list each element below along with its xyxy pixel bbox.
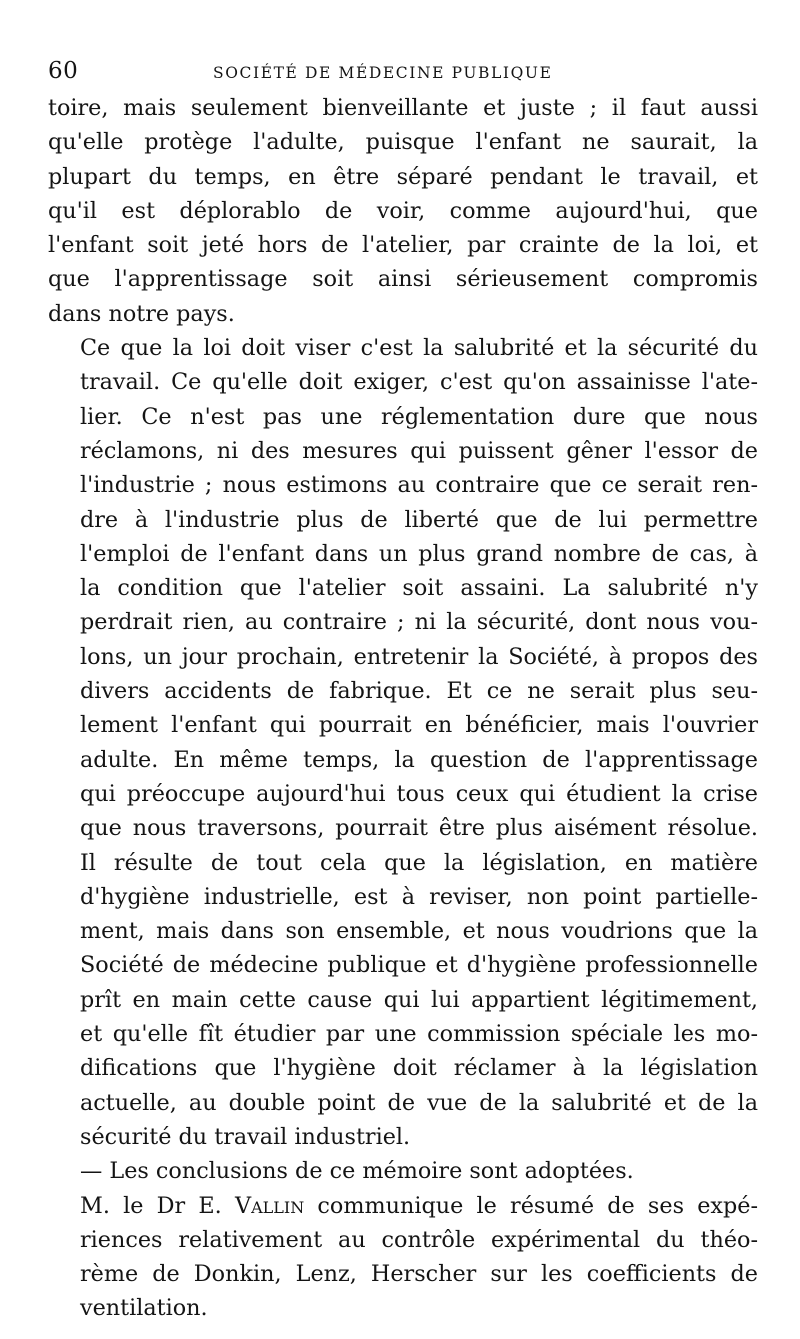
text-line: [48, 1189, 758, 1223]
text-line: la condition que l'atelier soit assaini. La salubrité n'y: [80, 575, 758, 602]
text-line: ment, mais dans son ensemble, et nous voudrions que la: [80, 918, 758, 945]
text-line: l'industrie ; nous estimons au contraire que ce serait ren-: [80, 472, 758, 499]
text-line: lier. Ce n'est pas une réglementation dure que nous: [80, 403, 758, 430]
text-line: qu'elle protège l'adulte, puisque l'enfant ne saurait, la: [48, 129, 758, 156]
conclusion-note: [48, 1154, 758, 1188]
text-line: travail. Ce qu'elle doit exiger, c'est qu'on assainisse l'ate-: [80, 369, 758, 396]
paragraph-3: [48, 846, 758, 1155]
paragraph-2: [48, 331, 758, 845]
text-line: réclamons, ni des mesures qui puissent gêner l'essor de: [80, 437, 758, 464]
text-line: ventilation.: [80, 1295, 208, 1322]
paragraph-1: [48, 91, 758, 331]
text-line: riences relativement au contrôle expérimental du théo-: [80, 1226, 758, 1253]
text-line: sécurité du travail industriel.: [80, 1123, 411, 1150]
body-text: [48, 91, 758, 1326]
text-line: difications que l'hygiène doit réclamer à la législation: [80, 1055, 758, 1082]
text-line: lons, un jour prochain, entretenir la Société, à propos des: [80, 643, 758, 670]
running-head: [48, 58, 758, 88]
text-line: que nous traversons, pourrait être plus aisément résolue.: [80, 815, 758, 842]
text-line: l'emploi de l'enfant dans un plus grand nombre de cas, à: [80, 540, 758, 567]
text-line: qui préoccupe aujourd'hui tous ceux qui étudient la crise: [80, 780, 758, 807]
text-line: lement l'enfant qui pourrait en bénéficier, mais l'ouvrier: [80, 712, 758, 739]
text-line: Société de médecine publique et d'hygiène professionnelle: [80, 952, 758, 979]
text-fragment: communique le résumé de ses expé-: [304, 1192, 758, 1219]
text-line: rème de Donkin, Lenz, Herscher sur les coefficients de: [80, 1261, 758, 1288]
text-line: — Les conclusions de ce mémoire sont adoptées.: [80, 1158, 634, 1185]
text-line: dre à l'industrie plus de liberté que de lui permettre: [80, 506, 758, 533]
text-line: Il résulte de tout cela que la législation, en matière: [80, 849, 758, 876]
text-line: et qu'elle fît étudier par une commission spéciale les mo-: [80, 1021, 758, 1048]
text-line: d'hygiène industrielle, est à reviser, non point partielle-: [80, 883, 758, 910]
running-title: SOCIÉTÉ DE MÉDECINE PUBLIQUE: [213, 64, 553, 82]
speaker-prefix: M. le Dr E.: [80, 1192, 235, 1219]
text-line: qu'il est déplorablo de voir, comme aujourd'hui, que: [48, 197, 758, 224]
text-line: prît en main cette cause qui lui appartient légitimement,: [80, 986, 758, 1013]
text-line: actuelle, au double point de vue de la salubrité et de la: [80, 1089, 758, 1116]
text-line: dans notre pays.: [48, 300, 235, 327]
text-line: Ce que la loi doit viser c'est la salubrité et la sécurité du: [80, 335, 758, 362]
text-line: adulte. En même temps, la question de l'apprentissage: [80, 746, 758, 773]
text-line: plupart du temps, en être séparé pendant le travail, et: [48, 163, 758, 190]
text-line: perdrait rien, au contraire ; ni la sécurité, dont nous vou-: [80, 609, 758, 636]
text-line: toire, mais seulement bienveillante et juste ; il faut aussi: [48, 95, 758, 121]
text-line: que l'apprentissage soit ainsi sérieusement compromis: [48, 266, 758, 293]
page-number: 60: [48, 58, 79, 84]
text-line: l'enfant soit jeté hors de l'atelier, par crainte de la loi, et: [48, 232, 758, 259]
paragraph-vallin: [48, 1189, 758, 1326]
speaker-name: Vallin: [234, 1192, 305, 1219]
text-line: divers accidents de fabrique. Et ce ne serait plus seu-: [80, 678, 758, 705]
